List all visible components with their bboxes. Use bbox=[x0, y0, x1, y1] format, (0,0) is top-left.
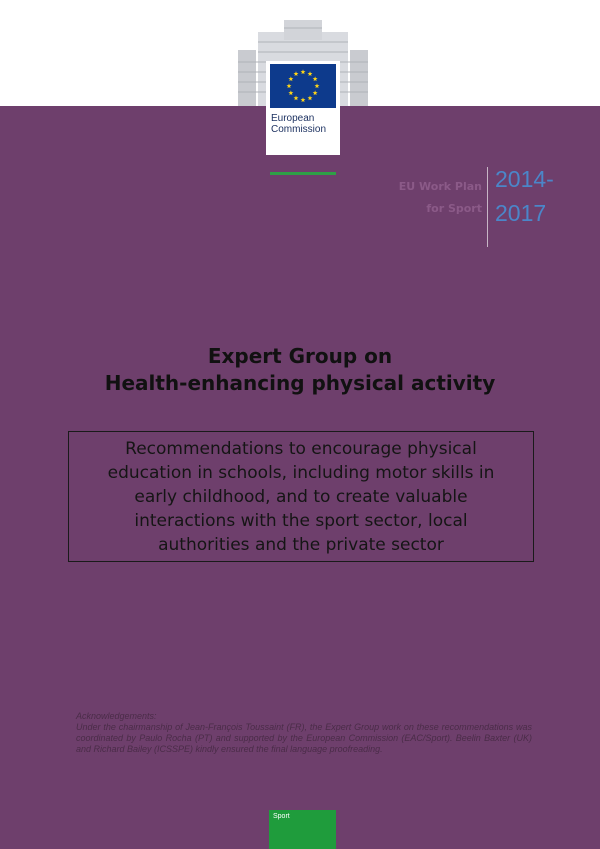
work-plan-line1: EU Work Plan bbox=[398, 180, 482, 193]
eu-star-icon bbox=[294, 96, 299, 101]
eu-star-icon bbox=[288, 90, 293, 95]
reco-line: Recommendations to encourage physical bbox=[125, 438, 477, 459]
logo-text-line1: European bbox=[271, 113, 315, 124]
year-start: 2014- bbox=[495, 166, 554, 192]
european-commission-logo bbox=[238, 20, 368, 138]
reco-line: authorities and the private sector bbox=[158, 534, 444, 555]
logo-accent-bar bbox=[270, 172, 336, 175]
document-title bbox=[0, 343, 600, 397]
eu-star-icon bbox=[315, 83, 320, 88]
reco-line: interactions with the sport sector, local bbox=[134, 510, 468, 531]
acknowledgements bbox=[76, 711, 532, 755]
acknowledgements-body: Under the chairmanship of Jean-François Toussaint (FR), the Expert Group work on these recommendations was coordinated by Paulo Rocha (PT) and supported by the European Commission (EAC/Sport). Beelin Baxter (UK) and Richard Bailey (ICSSPE) kindly ensured the final language proofreading. bbox=[76, 722, 532, 754]
reco-line: education in schools, including motor skills in bbox=[107, 462, 495, 483]
eu-star-icon bbox=[301, 69, 306, 74]
eu-star-icon bbox=[308, 71, 313, 76]
eu-star-icon bbox=[308, 96, 313, 101]
eu-star-icon bbox=[313, 76, 318, 81]
eu-star-icon bbox=[301, 97, 306, 102]
title-line2: Health-enhancing physical activity bbox=[104, 371, 496, 395]
logo-text-line2: Commission bbox=[271, 124, 327, 135]
work-plan-divider bbox=[487, 167, 488, 247]
eu-star-icon bbox=[287, 83, 292, 88]
work-plan-line2: for Sport bbox=[426, 202, 482, 215]
eu-star-icon bbox=[313, 90, 318, 95]
title-line1: Expert Group on bbox=[207, 344, 393, 368]
sport-badge bbox=[269, 810, 336, 849]
reco-line: early childhood, and to create valuable bbox=[134, 486, 468, 507]
work-plan-years bbox=[495, 162, 554, 230]
recommendations-box bbox=[68, 431, 534, 562]
logo-wordmark bbox=[271, 113, 341, 135]
eu-flag-icon bbox=[270, 64, 336, 108]
eu-star-icon bbox=[294, 71, 299, 76]
logo-card bbox=[266, 61, 340, 155]
work-plan-label bbox=[399, 176, 482, 220]
eu-star-icon bbox=[288, 76, 293, 81]
sport-badge-label: Sport bbox=[273, 813, 290, 820]
recommendations-text bbox=[108, 437, 495, 557]
year-end: 2017 bbox=[495, 200, 547, 226]
acknowledgements-heading: Acknowledgements: bbox=[76, 711, 157, 721]
